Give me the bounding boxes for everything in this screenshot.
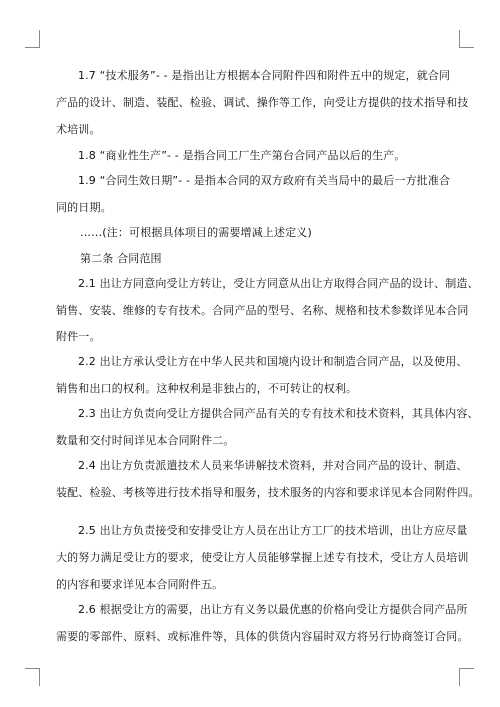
clause-2-6-line-1: 2.6 根据受让方的需要，出让方有义务以最优惠的价格向受让方提供合同产品所	[78, 603, 468, 616]
clause-2-3-line-2: 数量和交付时间详见本合同附件二。	[56, 434, 235, 447]
clause-2-1-line-2: 销售、安装、维修的专有技术。合同产品的型号、名称、规格和技术参数详见本合同	[56, 304, 469, 317]
corner-mark-bottom-left-h	[25, 668, 40, 669]
clause-2-3-line-1: 2.3 出让方负责向受让方提供合同产品有关的专有技术和技术资料，其具体内容、	[78, 407, 479, 420]
clause-2-2-line-1: 2.2 出让方承认受让方在中华人民共和国境内设计和制造合同产品，以及使用、	[78, 355, 468, 368]
clause-1-9-line-1: 1.9 “合同生效日期”- - 是指本合同的双方政府有关当局中的最后一方批准合	[78, 174, 451, 187]
clause-2-4-line-1: 2.4 出让方负责派遣技术人员来华讲解技术资料，并对合同产品的设计、制造、	[78, 459, 468, 472]
clause-1-8-line-1: 1.8 “商业性生产”- - 是指合同工厂生产第台合同产品以后的生产。	[78, 149, 406, 162]
clause-2-5-line-3: 的内容和要求详见本合同附件五。	[56, 578, 224, 591]
corner-mark-top-right-v	[459, 30, 460, 48]
clause-1-7-line-1: 1.7 “技术服务”- - 是指出让方根据本合同附件四和附件五中的规定，就合同	[78, 69, 451, 82]
corner-mark-top-right-h	[459, 47, 474, 48]
clause-2-5-line-2: 大的努力满足受让方的要求，使受让方人员能够掌握上述专有技术，受让方人员培训	[56, 551, 469, 564]
corner-mark-bottom-right-h	[459, 668, 474, 669]
clause-2-6-line-2: 需要的零部件、原料、或标准件等，具体的供货内容届时双方将另行协商签订合同。	[56, 630, 469, 643]
article-2-heading: 第二条 合同范围	[80, 252, 162, 265]
corner-mark-top-left-v	[39, 30, 40, 48]
clause-2-4-line-2: 装配、检验、考核等进行技术指导和服务，技术服务的内容和要求详见本合同附件四。	[56, 486, 480, 499]
clause-2-1-line-3: 附件一。	[56, 330, 101, 343]
clause-1-9-line-2: 同的日期。	[56, 201, 112, 214]
corner-mark-bottom-left-v	[39, 668, 40, 686]
corner-mark-bottom-right-v	[459, 668, 460, 686]
clause-1-7-line-3: 术培训。	[56, 123, 101, 136]
corner-mark-top-left-h	[25, 47, 40, 48]
clause-1-7-line-2: 产品的设计、制造、装配、检验、调试、操作等工作，向受让方提供的技术指导和技	[56, 96, 469, 109]
clause-2-1-line-1: 2.1 出让方同意向受让方转让，受让方同意从出让方取得合同产品的设计、制造、	[78, 277, 479, 290]
definition-note: ……(注：可根据具体项目的需要增减上述定义)	[80, 226, 312, 239]
clause-2-5-line-1: 2.5 出让方负责接受和安排受让方人员在出让方工厂的技术培训，出让方应尽量	[78, 524, 468, 537]
clause-2-2-line-2: 销售和出口的权利。这种权利是非独占的，不可转让的权利。	[56, 382, 358, 395]
